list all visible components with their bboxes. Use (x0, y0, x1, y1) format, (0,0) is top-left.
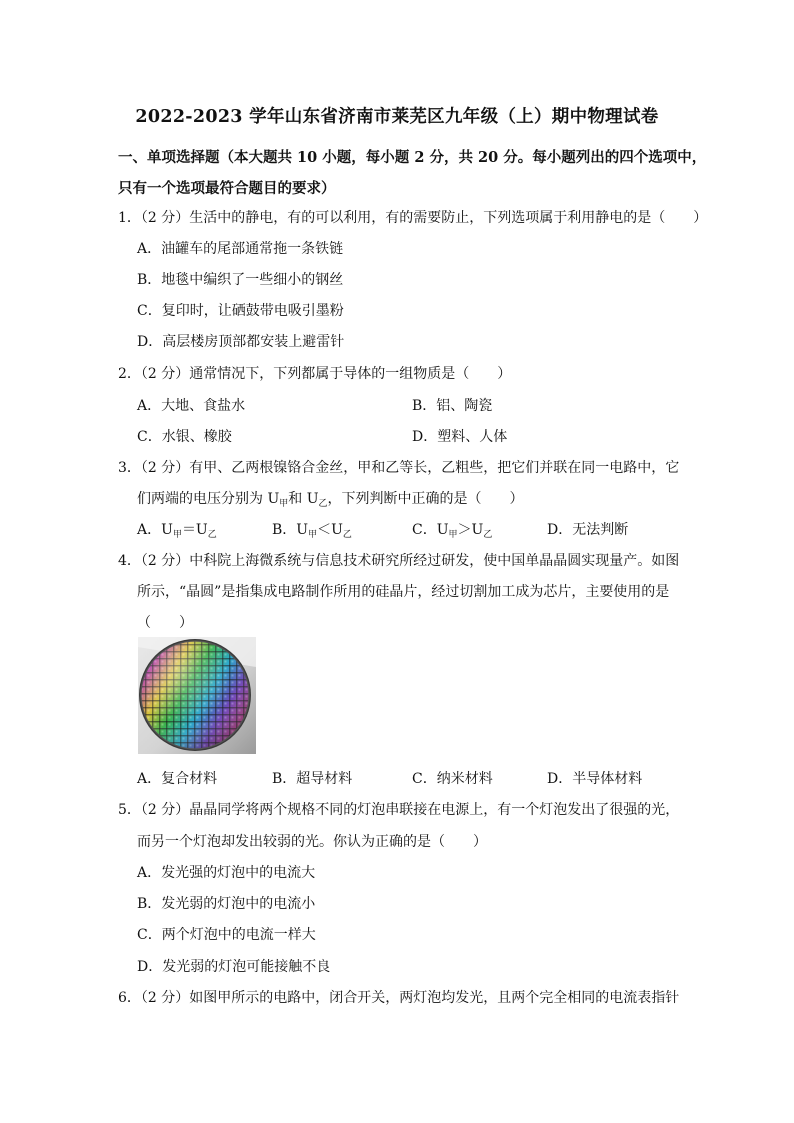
question-3-option-c (412, 519, 492, 539)
option-text: A．U (137, 522, 173, 538)
question-1-option-a: A．油罐车的尾部通常拖一条铁链 (137, 241, 344, 257)
question-5-stem-line1: 5．（2 分）晶晶同学将两个规格不同的灯泡串联接在电源上，有一个灯泡发出了很强的光， (118, 802, 680, 818)
section-heading-line1: 一、单项选择题（本大题共 10 小题，每小题 2 分，共 20 分。每小题列出的四个选项中， (118, 149, 707, 166)
question-6-stem-line1: 6．（2 分）如图甲所示的电路中，闭合开关，两灯泡均发光，且两个完全相同的电流表指针 (118, 990, 680, 1006)
subscript: 乙 (318, 499, 328, 509)
question-5-option-a: A．发光强的灯泡中的电流大 (137, 865, 316, 881)
question-2-stem: 2．（2 分）通常情况下，下列都属于导体的一组物质是（ ） (118, 366, 512, 382)
stem-text: 和 U (288, 491, 319, 507)
option-text: ＝U (181, 522, 208, 538)
silicon-wafer-picture (138, 637, 256, 754)
stem-text: ，下列判断中正确的是（ ） (327, 491, 524, 507)
option-text: ＞U (457, 522, 484, 538)
question-4-stem-line1: 4．（2 分）中科院上海微系统与信息技术研究所经过研发，使中国单晶晶圆实现量产。如图 (118, 553, 680, 569)
question-3-option-b (272, 519, 352, 539)
subscript: 乙 (342, 530, 352, 540)
question-2-option-b: B．铝、陶瓷 (412, 398, 493, 414)
question-2-option-c: C．水银、橡胶 (137, 429, 232, 445)
question-4-option-d: D．半导体材料 (547, 771, 643, 787)
question-5-option-d: D．发光弱的灯泡可能接触不良 (137, 959, 331, 975)
option-text: ＜U (317, 522, 343, 538)
wafer-image (138, 637, 256, 754)
question-5-option-c: C．两个灯泡中的电流一样大 (137, 927, 316, 943)
subscript: 乙 (207, 530, 217, 540)
subscript: 甲 (279, 499, 289, 509)
question-2-option-a: A．大地、食盐水 (137, 398, 246, 414)
question-2-option-d: D．塑料、人体 (412, 429, 508, 445)
question-4-option-b: B．超导材料 (272, 771, 353, 787)
subscript: 甲 (448, 530, 458, 540)
exam-title: 2022-2023 学年山东省济南市莱芜区九年级（上）期中物理试卷 (135, 107, 659, 127)
stem-text: 们两端的电压分别为 U (137, 491, 280, 507)
question-1-option-b: B．地毯中编织了一些细小的钢丝 (137, 272, 344, 288)
subscript: 甲 (172, 530, 182, 540)
option-text: C．U (412, 522, 449, 538)
option-text: B．U (272, 522, 309, 538)
subscript: 甲 (308, 530, 318, 540)
question-3-stem-line1: 3．（2 分）有甲、乙两根镍铬合金丝，甲和乙等长，乙粗些，把它们并联在同一电路中，它 (118, 460, 680, 476)
question-3-option-a (137, 519, 217, 539)
subscript: 乙 (483, 530, 493, 540)
question-3-stem-line2 (137, 488, 524, 508)
section-heading-line2: 只有一个选项最符合题目的要求） (118, 180, 336, 197)
question-3-option-d (547, 519, 628, 539)
option-text: D．无法判断 (547, 522, 629, 538)
question-1-option-d: D．高层楼房顶部都安装上避雷针 (137, 334, 345, 350)
question-4-stem-line2: 所示，“晶圆”是指集成电路制作所用的硅晶片，经过切割加工成为芯片，主要使用的是 (137, 584, 670, 600)
question-4-option-a: A．复合材料 (137, 771, 218, 787)
question-1-stem: 1．（2 分）生活中的静电，有的可以利用，有的需要防止，下列选项属于利用静电的是（ ） (118, 210, 708, 226)
question-4-stem-line3: （ ） (137, 615, 193, 631)
question-4-option-c: C．纳米材料 (412, 771, 493, 787)
question-5-stem-line2: 而另一个灯泡却发出较弱的光。你认为正确的是（ ） (137, 834, 487, 850)
question-1-option-c: C．复印时，让硒鼓带电吸引墨粉 (137, 303, 344, 319)
question-5-option-b: B．发光弱的灯泡中的电流小 (137, 896, 316, 912)
